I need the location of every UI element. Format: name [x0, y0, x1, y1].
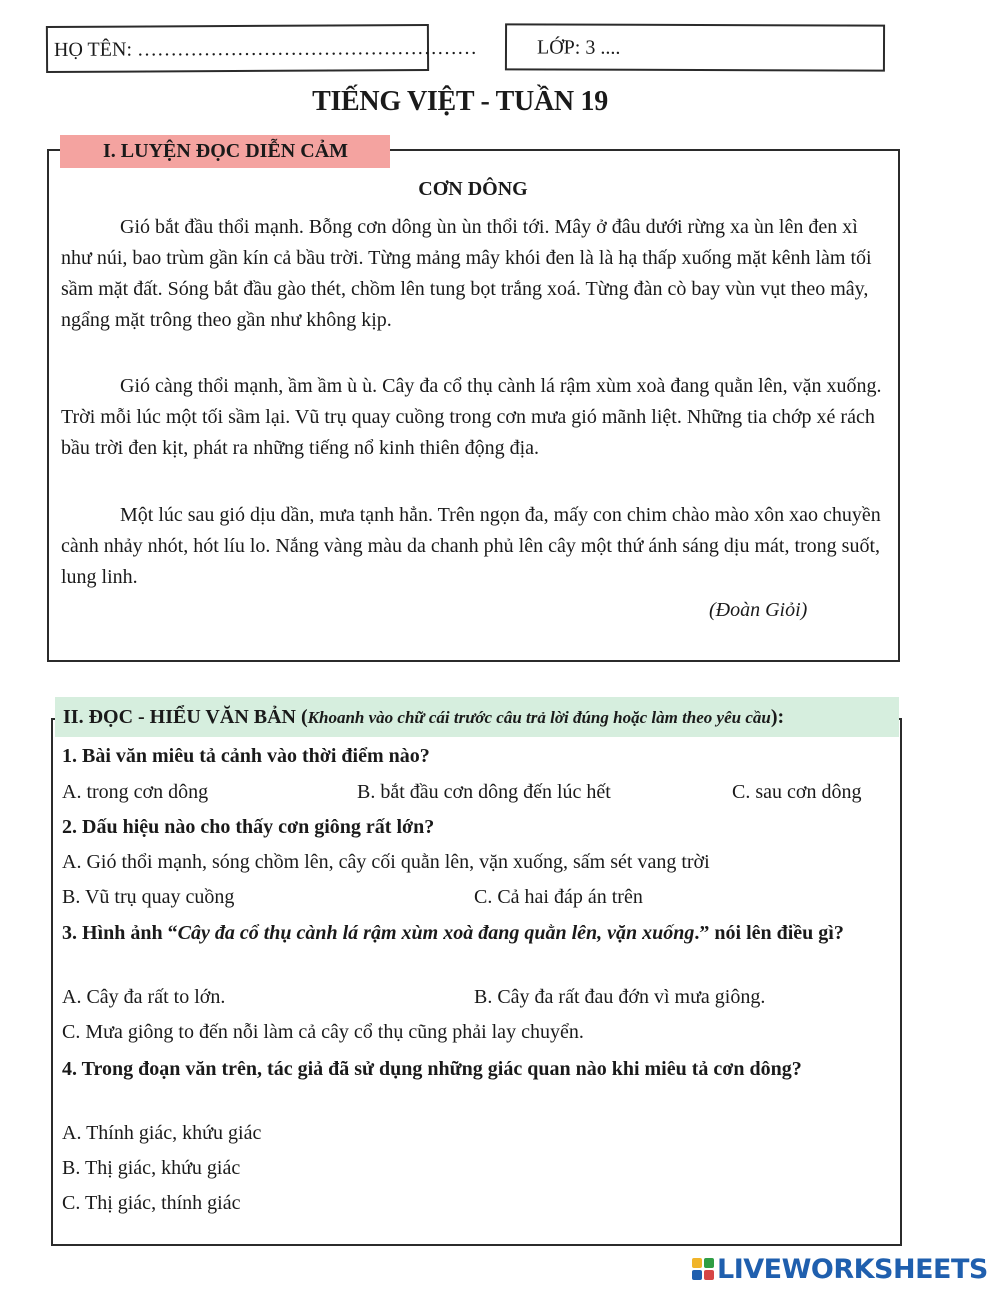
q1-option-a[interactable]: A. trong cơn dông — [62, 781, 209, 803]
q1-option-c[interactable]: C. sau cơn dông — [732, 781, 862, 803]
question-3-quote: Cây đa cổ thụ cành lá rậm xùm xoà đang quằn lên, vặn xuống — [177, 922, 695, 944]
name-label: HỌ TÊN: …………………………………………… — [53, 36, 478, 61]
page-title: TIẾNG VIỆT - TUẦN 19 — [312, 86, 608, 117]
q4-option-a[interactable]: A. Thính giác, khứu giác — [62, 1122, 262, 1144]
comprehension-heading-end: ): — [770, 706, 785, 728]
class-label: LỚP: 3 .... — [536, 36, 621, 59]
q3-option-b[interactable]: B. Cây đa rất đau đớn vì mưa giông. — [474, 986, 766, 1008]
question-1: 1. Bài văn miêu tả cảnh vào thời điểm nào? — [62, 745, 430, 767]
q2-option-c[interactable]: C. Cả hai đáp án trên — [474, 886, 643, 908]
q2-option-a[interactable]: A. Gió thổi mạnh, sóng chồm lên, cây cối quằn lên, vặn xuống, sấm sét vang trời — [62, 851, 710, 873]
question-2: 2. Dấu hiệu nào cho thấy cơn giông rất lớn? — [62, 816, 435, 838]
liveworksheets-logo-icon — [692, 1258, 714, 1280]
story-paragraph-3: Một lúc sau gió dịu dần, mưa tạnh hẳn. Trên ngọn đa, mấy con chim chào mào xôn xao chuyền cành nhảy nhót, hót líu lo. Nắng vàng màu da chanh phủ lên cây một thứ ánh sáng dịu mát, trong suốt, lung linh. — [61, 504, 881, 588]
q2-option-b[interactable]: B. Vũ trụ quay cuồng — [62, 886, 235, 908]
q3-option-a[interactable]: A. Cây đa rất to lớn. — [62, 986, 226, 1008]
reading-section-heading: I. LUYỆN ĐỌC DIỄN CẢM — [60, 135, 390, 168]
q1-option-b[interactable]: B. bắt đầu cơn dông đến lúc hết — [357, 781, 611, 803]
q4-option-c[interactable]: C. Thị giác, thính giác — [62, 1192, 241, 1214]
liveworksheets-logo — [692, 1254, 988, 1284]
question-3-start: 3. Hình ảnh “ — [62, 922, 178, 944]
name-field-box — [46, 24, 478, 73]
question-3 — [62, 918, 882, 948]
question-4: 4. Trong đoạn văn trên, tác giả đã sử dụng những giác quan nào khi miêu tả cơn dông? — [62, 1058, 802, 1080]
story-title: CƠN DÔNG — [418, 178, 528, 200]
question-3-end: .” nói lên điều gì? — [694, 922, 844, 944]
liveworksheets-logo-text: LIVEWORKSHEETS — [717, 1253, 988, 1285]
story-author: (Đoàn Giỏi) — [709, 599, 808, 621]
q3-option-c[interactable]: C. Mưa giông to đến nỗi làm cả cây cổ thụ cũng phải lay chuyển. — [62, 1021, 584, 1043]
class-field-box — [505, 23, 885, 71]
q4-option-b[interactable]: B. Thị giác, khứu giác — [62, 1157, 241, 1179]
story-paragraph-2: Gió càng thổi mạnh, ầm ầm ù ù. Cây đa cổ thụ cành lá rậm xùm xoà đang quằn lên, vặn xuống. Trời mỗi lúc một tối sầm lại. Vũ trụ quay cuồng trong cơn mưa gió mãnh liệt. Những tia chớp xé rách bầu trời đen kịt, phát ra những tiếng nổ kinh thiên động địa. — [61, 375, 882, 459]
comprehension-heading-label: II. ĐỌC - HIỂU VĂN BẢN ( — [63, 706, 308, 728]
comprehension-instruction: Khoanh vào chữ cái trước câu trả lời đúng hoặc làm theo yêu cầu — [307, 708, 771, 727]
comprehension-section-heading — [55, 697, 899, 737]
story-paragraph-1: Gió bắt đầu thổi mạnh. Bỗng cơn dông ùn ùn thổi tới. Mây ở đâu dưới rừng xa ùn lên đen xì như núi, bao trùm gần kín cả bầu trời. Từng mảng mây khói đen là là hạ thấp xuống mặt kênh làm tối sầm mặt đất. Sóng bắt đầu gào thét, chồm lên tung bọt trắng xoá. Từng đàn cò bay vùn vụt theo mây, ngẩng mặt trông theo gần như không kịp. — [61, 216, 872, 331]
